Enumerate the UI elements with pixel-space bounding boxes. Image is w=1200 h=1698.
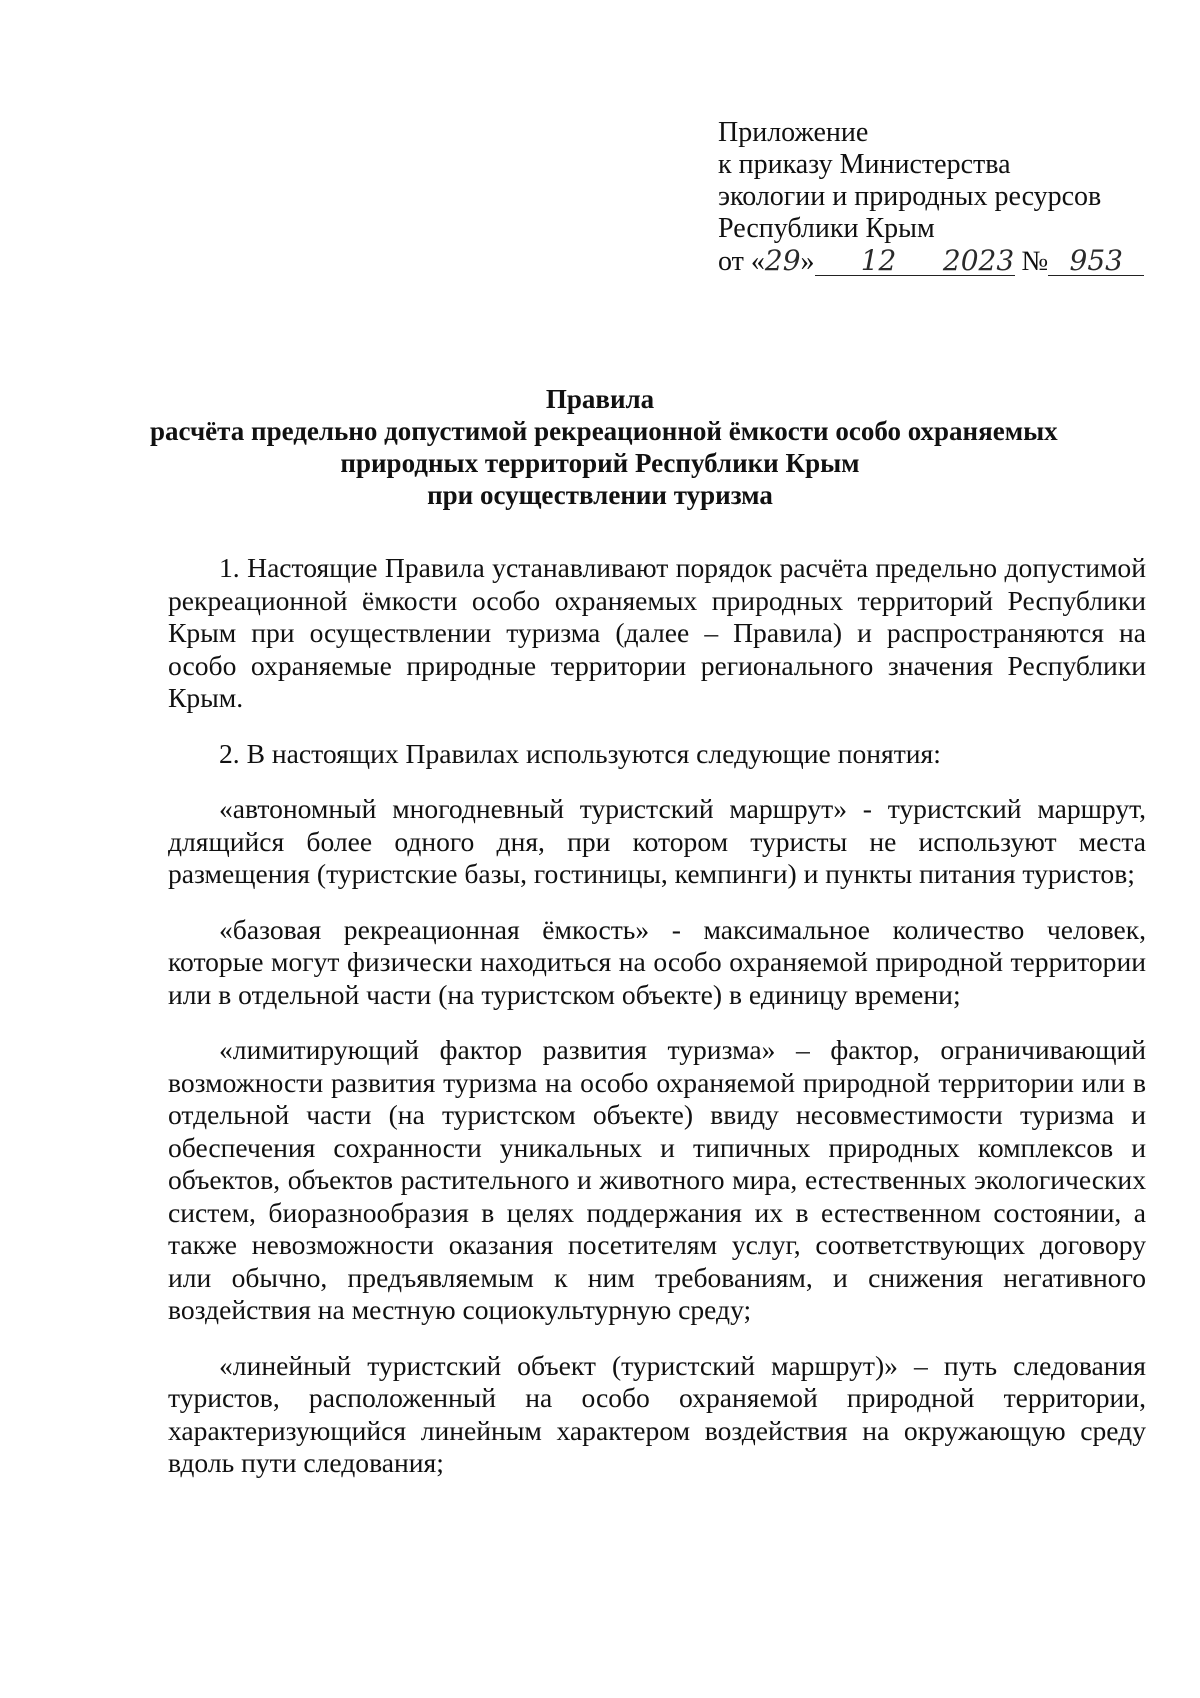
date-year-handwritten: 2023 (942, 244, 1015, 277)
definition-linear-object: «линейный туристский объект (туристский маршрут)» – путь следования туристов, расположенный на особо охраняемой природной территории, характеризующийся линейным характером воздействия на окружающую среду вдоль пути следования; (168, 1349, 1146, 1478)
number-label: № (1021, 246, 1049, 277)
definition-autonomous-route: «автономный многодневный туристский маршрут» - туристский маршрут, длящийся более одного дня, при котором туристы не используют места размещения (туристские базы, гостиницы, кемпинги) и пункты питания туристов; (168, 793, 1146, 889)
definition-limiting-factor: «лимитирующий фактор развития туризма» – фактор, ограничивающий возможности развития туризма на особо охраняемой природной территории или в отдельной части (на туристском объекте) ввиду несовместимости туризма и обеспечения сохранности уникальных и типичных природных комплексов и объектов, объектов растительного и животного мира, естественных экологических систем, биоразнообразия в целях поддержания их в естественном состоянии, а также невозможности оказания посетителям услуг, соответствующих договору или обычно, предъявляемым к ним требованиям, и снижения негативного воздействия на местную социокультурную среду; (168, 1034, 1146, 1325)
appendix-date-line (718, 245, 1158, 278)
document-title (150, 383, 1058, 511)
title-line-1: Правила (545, 384, 655, 414)
date-month-handwritten: 12 (860, 244, 897, 277)
date-close-quote: » (800, 246, 815, 277)
title-line-4: при осуществлении туризма (427, 480, 773, 510)
appendix-block (718, 117, 1158, 278)
number-handwritten: 953 (1069, 244, 1123, 277)
definition-base-capacity: «базовая рекреационная ёмкость» - максимальное количество человек, которые могут физически находиться на особо охраняемой природной территории или в отдельной части (на туристском объекте) в единицу времени; (168, 913, 1146, 1010)
appendix-heading: Приложение (718, 117, 869, 148)
date-day-handwritten: 29 (764, 244, 801, 277)
date-year-blank (943, 245, 1015, 276)
title-line-2: расчёта предельно допустимой рекреационной ёмкости особо охраняемых (150, 416, 1058, 446)
date-month-blank (815, 245, 943, 276)
appendix-republic: Республики Крым (718, 213, 935, 244)
paragraph-2: 2. В настоящих Правилах используются следующие понятия: (219, 737, 941, 769)
appendix-order-ref: к приказу Министерства (718, 149, 1011, 180)
date-prefix: от « (718, 246, 765, 277)
title-line-3: природных территорий Республики Крым (340, 448, 860, 478)
appendix-ministry: экологии и природных ресурсов (718, 181, 1102, 212)
number-blank (1048, 245, 1144, 276)
document-body (168, 552, 1146, 1503)
paragraph-1: 1. Настоящие Правила устанавливают порядок расчёта предельно допустимой рекреационной ёмкости особо охраняемых природных территорий Республики Крым при осуществлении туризма (далее – Правила) и распространяются на особо охраняемые природные территории регионального значения Республики Крым. (168, 552, 1146, 713)
